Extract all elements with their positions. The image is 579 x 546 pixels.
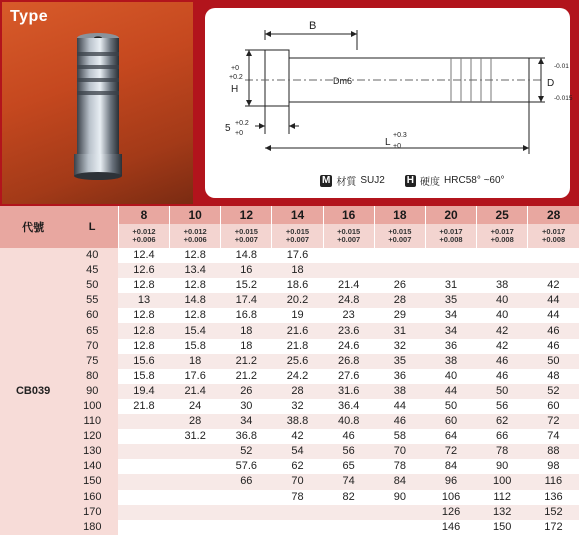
- value-cell: 116: [528, 474, 579, 489]
- value-cell: 36: [425, 339, 476, 354]
- value-cell: [528, 248, 579, 263]
- value-cell: 56: [323, 444, 374, 459]
- value-cell: [118, 459, 169, 474]
- value-cell: 126: [425, 505, 476, 520]
- value-cell: 15.4: [170, 323, 221, 338]
- value-cell: 66: [477, 429, 528, 444]
- value-cell: 12.8: [170, 308, 221, 323]
- table-row: [0, 354, 579, 369]
- value-cell: 44: [528, 308, 579, 323]
- value-cell: 31: [425, 278, 476, 293]
- value-cell: 98: [528, 459, 579, 474]
- value-cell: 25.6: [272, 354, 323, 369]
- tolerance-cell: [118, 224, 169, 248]
- value-cell: [425, 248, 476, 263]
- value-cell: 52: [221, 444, 272, 459]
- value-cell: [528, 263, 579, 278]
- length-cell: 170: [66, 505, 118, 520]
- value-cell: 13.4: [170, 263, 221, 278]
- value-cell: [477, 263, 528, 278]
- value-cell: 38: [425, 354, 476, 369]
- tol-lower: +0.007: [337, 235, 361, 244]
- value-cell: [221, 490, 272, 505]
- tolerance-cell: [272, 224, 323, 248]
- value-cell: [170, 490, 221, 505]
- value-cell: 46: [528, 339, 579, 354]
- length-cell: 150: [66, 474, 118, 489]
- value-cell: 34: [425, 323, 476, 338]
- tol-lower: +0.007: [234, 235, 258, 244]
- value-cell: 16: [221, 263, 272, 278]
- diameter-header: 10: [170, 206, 221, 224]
- value-cell: 50: [477, 384, 528, 399]
- tol-lower: +0.008: [542, 235, 566, 244]
- tol-upper: +0.017: [490, 227, 514, 236]
- value-cell: 64: [425, 429, 476, 444]
- length-cell: 70: [66, 339, 118, 354]
- table-row: [0, 429, 579, 444]
- value-cell: [425, 263, 476, 278]
- value-cell: 18: [272, 263, 323, 278]
- value-cell: 48: [528, 369, 579, 384]
- value-cell: 26: [221, 384, 272, 399]
- spec-table: [0, 206, 579, 535]
- value-cell: 60: [528, 399, 579, 414]
- value-cell: 18: [221, 339, 272, 354]
- value-cell: 38: [477, 278, 528, 293]
- value-cell: 21.2: [221, 354, 272, 369]
- length-cell: 75: [66, 354, 118, 369]
- value-cell: [118, 429, 169, 444]
- length-cell: 140: [66, 459, 118, 474]
- value-cell: 46: [477, 354, 528, 369]
- value-cell: 50: [425, 399, 476, 414]
- value-cell: [374, 520, 425, 535]
- value-cell: 82: [323, 490, 374, 505]
- value-cell: 28: [170, 414, 221, 429]
- value-cell: [323, 248, 374, 263]
- value-cell: 21.4: [323, 278, 374, 293]
- value-cell: 12.6: [118, 263, 169, 278]
- hardness-icon: H: [406, 174, 415, 186]
- guide-pin-image: [72, 32, 124, 182]
- value-cell: 12.8: [118, 308, 169, 323]
- value-cell: [118, 444, 169, 459]
- value-cell: 84: [374, 474, 425, 489]
- value-cell: [221, 505, 272, 520]
- tol-upper: +0.012: [183, 227, 207, 236]
- h-tol-lower: +0.2: [229, 74, 243, 81]
- value-cell: [272, 520, 323, 535]
- label-l: L: [385, 137, 391, 148]
- value-cell: 15.8: [118, 369, 169, 384]
- product-photo: [2, 2, 193, 204]
- tol-upper: +0.017: [439, 227, 463, 236]
- value-cell: 42: [528, 278, 579, 293]
- value-cell: 74: [323, 474, 374, 489]
- value-cell: 146: [425, 520, 476, 535]
- table-row: [0, 384, 579, 399]
- value-cell: 34: [425, 308, 476, 323]
- value-cell: 72: [528, 414, 579, 429]
- value-cell: 26.8: [323, 354, 374, 369]
- length-cell: 60: [66, 308, 118, 323]
- tolerance-cell: [425, 224, 476, 248]
- label-dm6: Dm6: [333, 76, 353, 86]
- value-cell: 100: [477, 474, 528, 489]
- value-cell: 38: [374, 384, 425, 399]
- value-cell: [323, 263, 374, 278]
- material-spec: [320, 173, 505, 188]
- value-cell: 18.6: [272, 278, 323, 293]
- diameter-header: 20: [425, 206, 476, 224]
- value-cell: 29: [374, 308, 425, 323]
- value-cell: 18: [170, 354, 221, 369]
- tol-upper: +0.015: [285, 227, 310, 236]
- code-header: 代號: [0, 206, 66, 248]
- diameter-header: 28: [528, 206, 579, 224]
- tolerance-cell: [170, 224, 221, 248]
- value-cell: 26: [374, 278, 425, 293]
- table-row: [0, 248, 579, 263]
- label-d: D: [547, 78, 555, 89]
- value-cell: 28: [374, 293, 425, 308]
- tolerance-cell: [221, 224, 272, 248]
- value-cell: 17.6: [272, 248, 323, 263]
- tolerance-cell: [528, 224, 579, 248]
- diameter-header: 12: [221, 206, 272, 224]
- value-cell: 21.8: [118, 399, 169, 414]
- value-cell: 58: [374, 429, 425, 444]
- value-cell: 12.8: [118, 278, 169, 293]
- value-cell: 42: [272, 429, 323, 444]
- value-cell: 65: [323, 459, 374, 474]
- value-cell: 31.6: [323, 384, 374, 399]
- tol-upper: +0.015: [388, 227, 412, 236]
- tol-5-lower: +0: [235, 130, 243, 137]
- value-cell: 62: [477, 414, 528, 429]
- value-cell: 38.8: [272, 414, 323, 429]
- value-cell: 90: [374, 490, 425, 505]
- value-cell: 46: [323, 429, 374, 444]
- value-cell: [118, 505, 169, 520]
- value-cell: 152: [528, 505, 579, 520]
- table-row: [0, 339, 579, 354]
- value-cell: 50: [528, 354, 579, 369]
- length-cell: 50: [66, 278, 118, 293]
- value-cell: [170, 520, 221, 535]
- table-row: [0, 505, 579, 520]
- value-cell: 17.4: [221, 293, 272, 308]
- value-cell: 21.4: [170, 384, 221, 399]
- label-b: B: [309, 20, 317, 32]
- value-cell: 23: [323, 308, 374, 323]
- value-cell: 17.6: [170, 369, 221, 384]
- tol-l-lower: +0: [393, 143, 401, 150]
- value-cell: [170, 474, 221, 489]
- value-cell: 24.8: [323, 293, 374, 308]
- length-cell: 130: [66, 444, 118, 459]
- value-cell: 44: [425, 384, 476, 399]
- length-cell: 100: [66, 399, 118, 414]
- value-cell: 35: [374, 354, 425, 369]
- value-cell: 21.2: [221, 369, 272, 384]
- value-cell: 27.6: [323, 369, 374, 384]
- dimension-drawing: [205, 8, 573, 168]
- value-cell: 40: [477, 293, 528, 308]
- table-row: [0, 520, 579, 535]
- table-row: [0, 323, 579, 338]
- value-cell: [170, 444, 221, 459]
- length-header: L: [66, 206, 118, 248]
- value-cell: 46: [477, 369, 528, 384]
- tol-upper: +0.015: [234, 227, 258, 236]
- value-cell: 21.6: [272, 323, 323, 338]
- value-cell: [118, 414, 169, 429]
- value-cell: 31: [374, 323, 425, 338]
- value-cell: 15.6: [118, 354, 169, 369]
- tol-lower: +0.006: [183, 235, 207, 244]
- material-value: SUJ2: [360, 175, 385, 186]
- value-cell: 36.8: [221, 429, 272, 444]
- technical-drawing: [205, 8, 573, 198]
- length-cell: 65: [66, 323, 118, 338]
- tol-lower: +0.008: [490, 235, 514, 244]
- value-cell: [170, 459, 221, 474]
- tol-l-upper: +0.3: [393, 132, 407, 139]
- value-cell: 78: [272, 490, 323, 505]
- value-cell: 136: [528, 490, 579, 505]
- length-cell: 45: [66, 263, 118, 278]
- value-cell: 78: [477, 444, 528, 459]
- value-cell: 74: [528, 429, 579, 444]
- value-cell: 96: [425, 474, 476, 489]
- diameter-header: 18: [374, 206, 425, 224]
- tol-upper: +0.017: [542, 227, 566, 236]
- value-cell: 78: [374, 459, 425, 474]
- value-cell: 12.8: [170, 278, 221, 293]
- table-row: [0, 490, 579, 505]
- value-cell: 106: [425, 490, 476, 505]
- diameter-header: 25: [477, 206, 528, 224]
- value-cell: 44: [374, 399, 425, 414]
- value-cell: 24.2: [272, 369, 323, 384]
- material-label: 材質: [336, 177, 357, 188]
- value-cell: 42: [477, 339, 528, 354]
- tol-5-upper: +0.2: [235, 120, 249, 127]
- tol-upper: +0.012: [132, 227, 156, 236]
- value-cell: 70: [272, 474, 323, 489]
- value-cell: [118, 474, 169, 489]
- value-cell: 40.8: [323, 414, 374, 429]
- header-panel: [0, 0, 579, 206]
- tolerance-cell: [323, 224, 374, 248]
- value-cell: 15.8: [170, 339, 221, 354]
- value-cell: [477, 248, 528, 263]
- value-cell: [323, 505, 374, 520]
- value-cell: 30: [221, 399, 272, 414]
- value-cell: 21.8: [272, 339, 323, 354]
- value-cell: 16.8: [221, 308, 272, 323]
- value-cell: 12.8: [170, 248, 221, 263]
- table-row: [0, 414, 579, 429]
- d-tol-upper: -0.01: [554, 63, 569, 70]
- hardness-value: HRC58° ~60°: [444, 175, 505, 186]
- value-cell: [323, 520, 374, 535]
- type-label: Type: [10, 8, 49, 25]
- value-cell: 28: [272, 384, 323, 399]
- value-cell: 19.4: [118, 384, 169, 399]
- value-cell: [118, 490, 169, 505]
- d-tol-lower: -0.015: [554, 95, 573, 102]
- material-icon: M: [322, 174, 331, 186]
- length-cell: 40: [66, 248, 118, 263]
- value-cell: 15.2: [221, 278, 272, 293]
- value-cell: 44: [528, 293, 579, 308]
- length-cell: 55: [66, 293, 118, 308]
- table-row: [0, 369, 579, 384]
- table-row: [0, 308, 579, 323]
- label-5: 5: [225, 123, 231, 134]
- length-cell: 180: [66, 520, 118, 535]
- value-cell: 18: [221, 323, 272, 338]
- value-cell: 13: [118, 293, 169, 308]
- value-cell: 23.6: [323, 323, 374, 338]
- tolerance-cell: [374, 224, 425, 248]
- diameter-header: 8: [118, 206, 169, 224]
- tol-lower: +0.008: [439, 235, 463, 244]
- table-row: [0, 399, 579, 414]
- value-cell: 14.8: [170, 293, 221, 308]
- length-cell: 80: [66, 369, 118, 384]
- tol-lower: +0.007: [388, 235, 412, 244]
- value-cell: 19: [272, 308, 323, 323]
- diameter-header: 16: [323, 206, 374, 224]
- value-cell: 112: [477, 490, 528, 505]
- value-cell: 57.6: [221, 459, 272, 474]
- value-cell: 24.6: [323, 339, 374, 354]
- value-cell: 88: [528, 444, 579, 459]
- value-cell: 150: [477, 520, 528, 535]
- value-cell: 132: [477, 505, 528, 520]
- length-cell: 90: [66, 384, 118, 399]
- hardness-label: 硬度: [420, 177, 441, 188]
- value-cell: 20.2: [272, 293, 323, 308]
- value-cell: 84: [425, 459, 476, 474]
- value-cell: 36: [374, 369, 425, 384]
- value-cell: [170, 505, 221, 520]
- value-cell: 90: [477, 459, 528, 474]
- value-cell: 60: [425, 414, 476, 429]
- value-cell: 12.4: [118, 248, 169, 263]
- value-cell: 36.4: [323, 399, 374, 414]
- value-cell: 62: [272, 459, 323, 474]
- value-cell: 31.2: [170, 429, 221, 444]
- value-cell: 12.8: [118, 323, 169, 338]
- value-cell: 46: [528, 323, 579, 338]
- value-cell: 34: [221, 414, 272, 429]
- value-cell: 70: [374, 444, 425, 459]
- value-cell: 72: [425, 444, 476, 459]
- table-row: [0, 459, 579, 474]
- value-cell: 35: [425, 293, 476, 308]
- length-cell: 160: [66, 490, 118, 505]
- value-cell: 46: [374, 414, 425, 429]
- tol-upper: +0.015: [337, 227, 361, 236]
- value-cell: 24: [170, 399, 221, 414]
- part-code: CB039: [0, 248, 66, 535]
- value-cell: 172: [528, 520, 579, 535]
- length-cell: 110: [66, 414, 118, 429]
- value-cell: 40: [477, 308, 528, 323]
- value-cell: 54: [272, 444, 323, 459]
- value-cell: 14.8: [221, 248, 272, 263]
- value-cell: 42: [477, 323, 528, 338]
- tol-lower: +0.007: [285, 235, 310, 244]
- value-cell: [374, 505, 425, 520]
- value-cell: [118, 520, 169, 535]
- value-cell: [374, 248, 425, 263]
- value-cell: 40: [425, 369, 476, 384]
- value-cell: [272, 505, 323, 520]
- value-cell: 52: [528, 384, 579, 399]
- diameter-header: 14: [272, 206, 323, 224]
- value-cell: 32: [272, 399, 323, 414]
- label-h: H: [231, 84, 239, 95]
- value-cell: 32: [374, 339, 425, 354]
- table-row: [0, 444, 579, 459]
- value-cell: 66: [221, 474, 272, 489]
- table-row: [0, 293, 579, 308]
- h-tol-upper: +0: [231, 65, 239, 72]
- length-cell: 120: [66, 429, 118, 444]
- table-row: [0, 278, 579, 293]
- value-cell: [374, 263, 425, 278]
- value-cell: 12.8: [118, 339, 169, 354]
- tol-lower: +0.006: [132, 235, 156, 244]
- tolerance-cell: [477, 224, 528, 248]
- value-cell: [221, 520, 272, 535]
- value-cell: 56: [477, 399, 528, 414]
- table-row: [0, 474, 579, 489]
- table-row: [0, 263, 579, 278]
